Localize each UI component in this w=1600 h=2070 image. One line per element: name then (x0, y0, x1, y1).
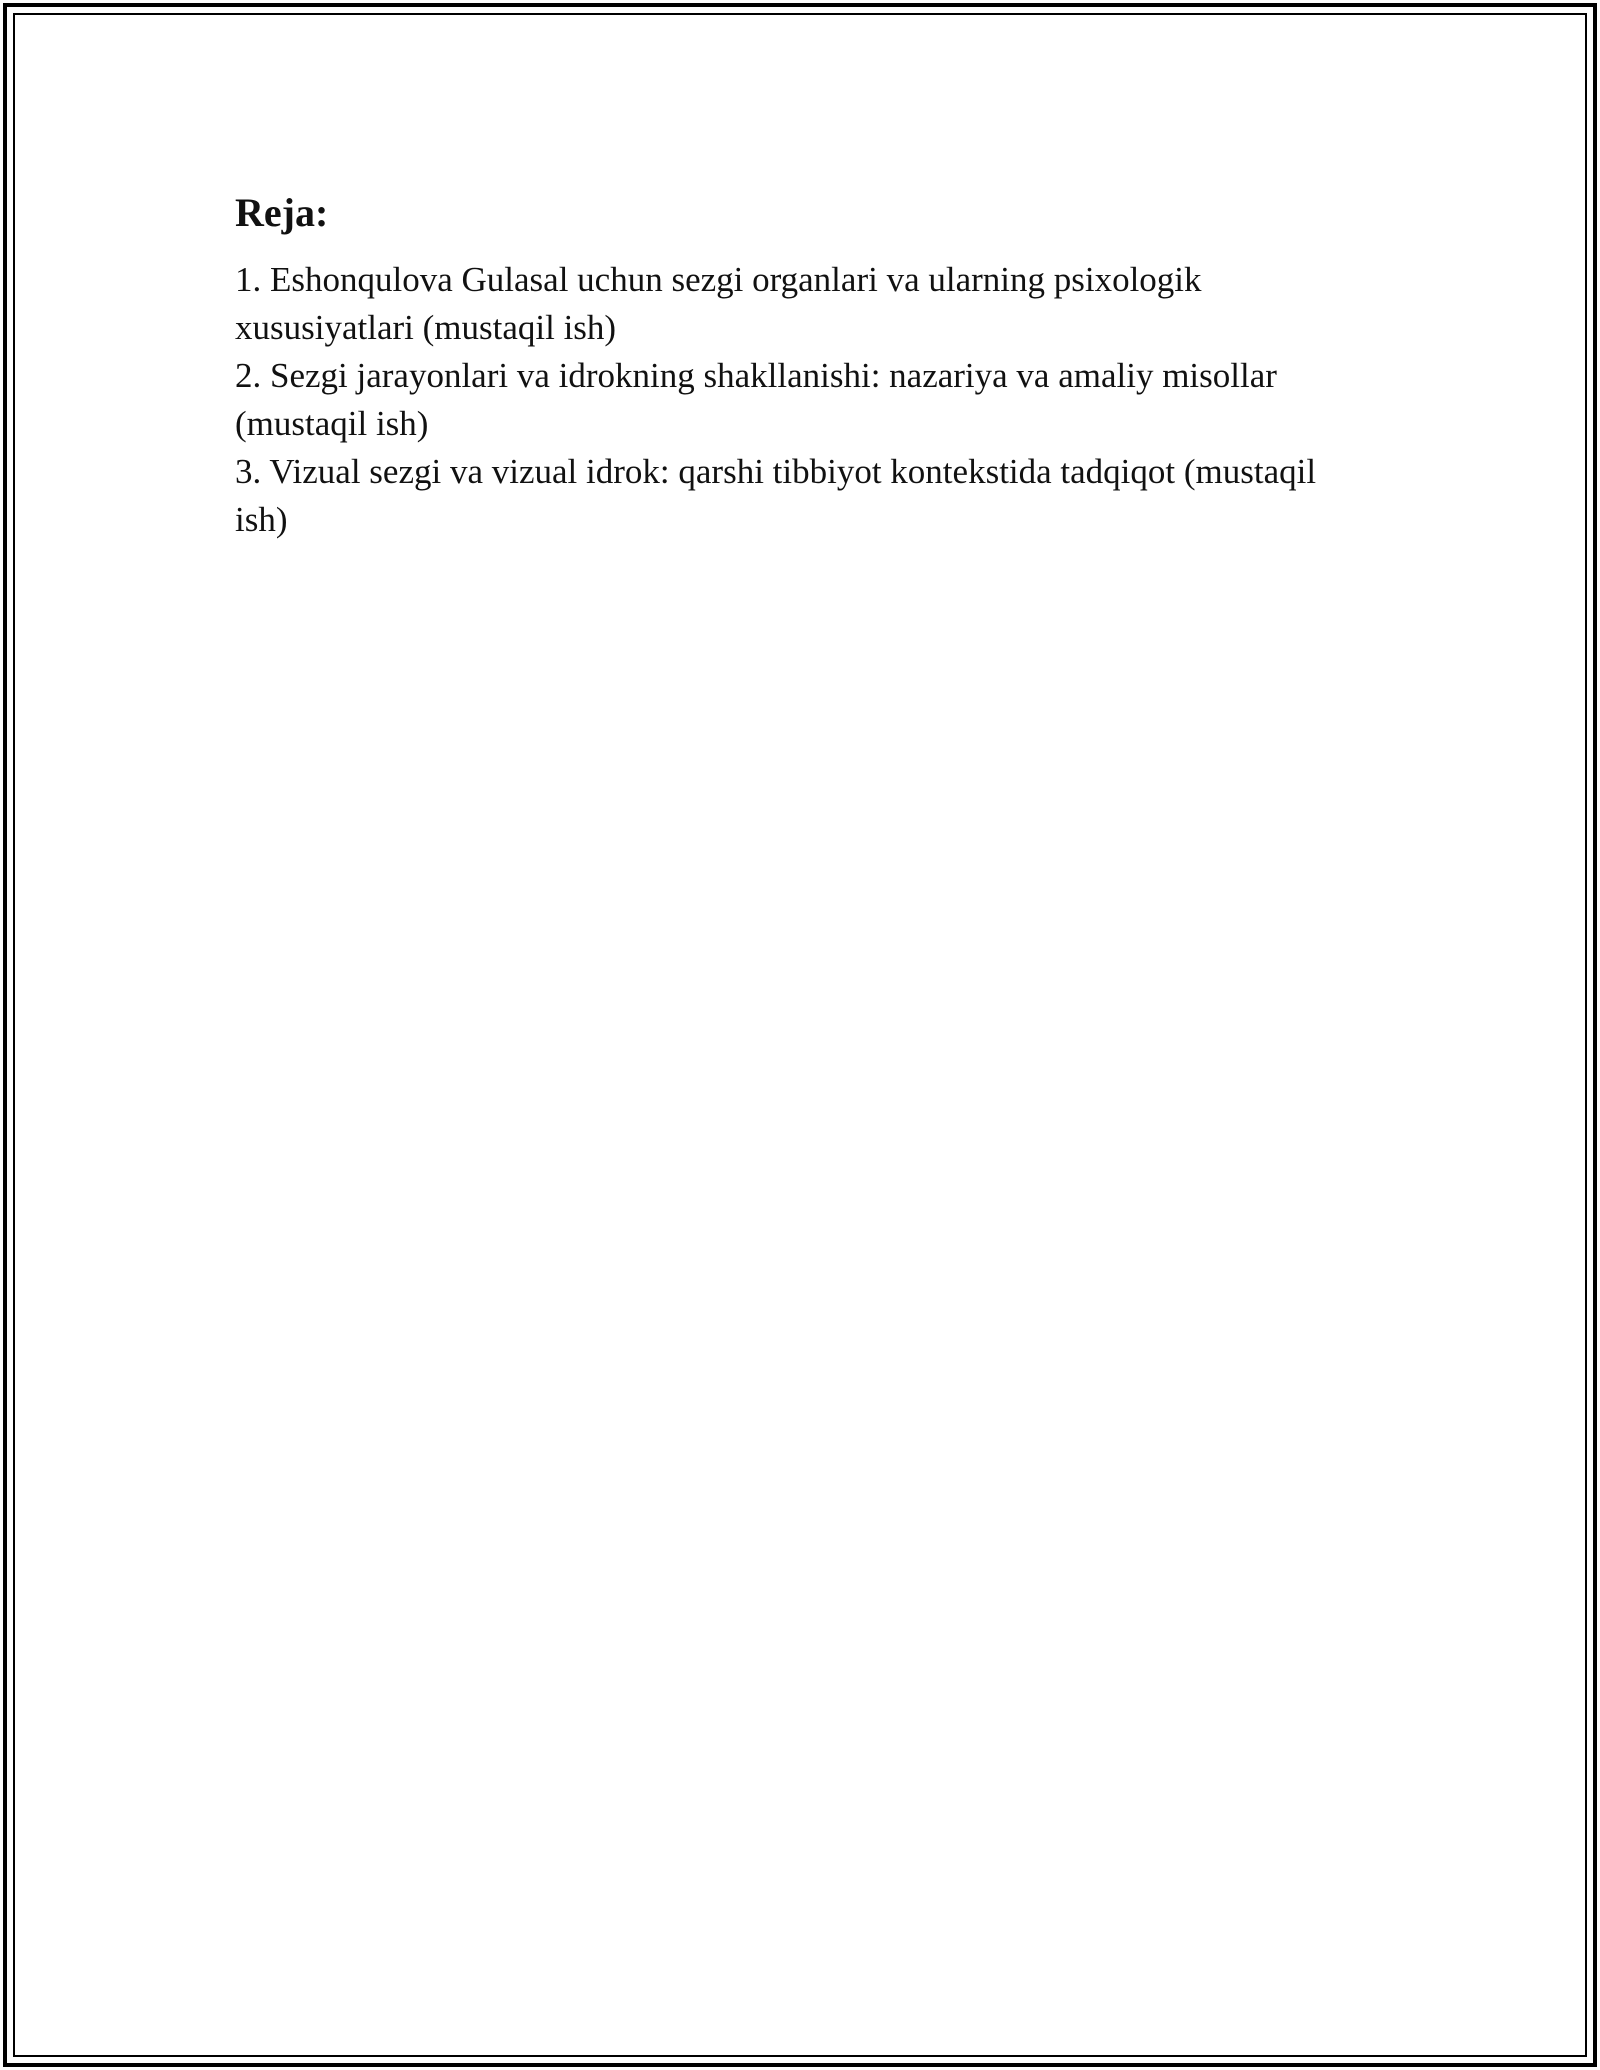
plan-list (235, 256, 1375, 544)
plan-item-3: 3. Vizual sezgi va vizual idrok: qarshi tibbiyot kontekstida tadqiqot (mustaqil ish) (235, 452, 1317, 539)
plan-item-1: 1. Eshonqulova Gulasal uchun sezgi organlari va ularning psixologik xususiyatlari (mustaqil ish) (235, 260, 1202, 347)
plan-heading: Reja: (235, 190, 329, 235)
plan-item-2: 2. Sezgi jarayonlari va idrokning shakllanishi: nazariya va amaliy misollar (mustaqil ish) (235, 356, 1277, 443)
page-content (235, 188, 1375, 544)
